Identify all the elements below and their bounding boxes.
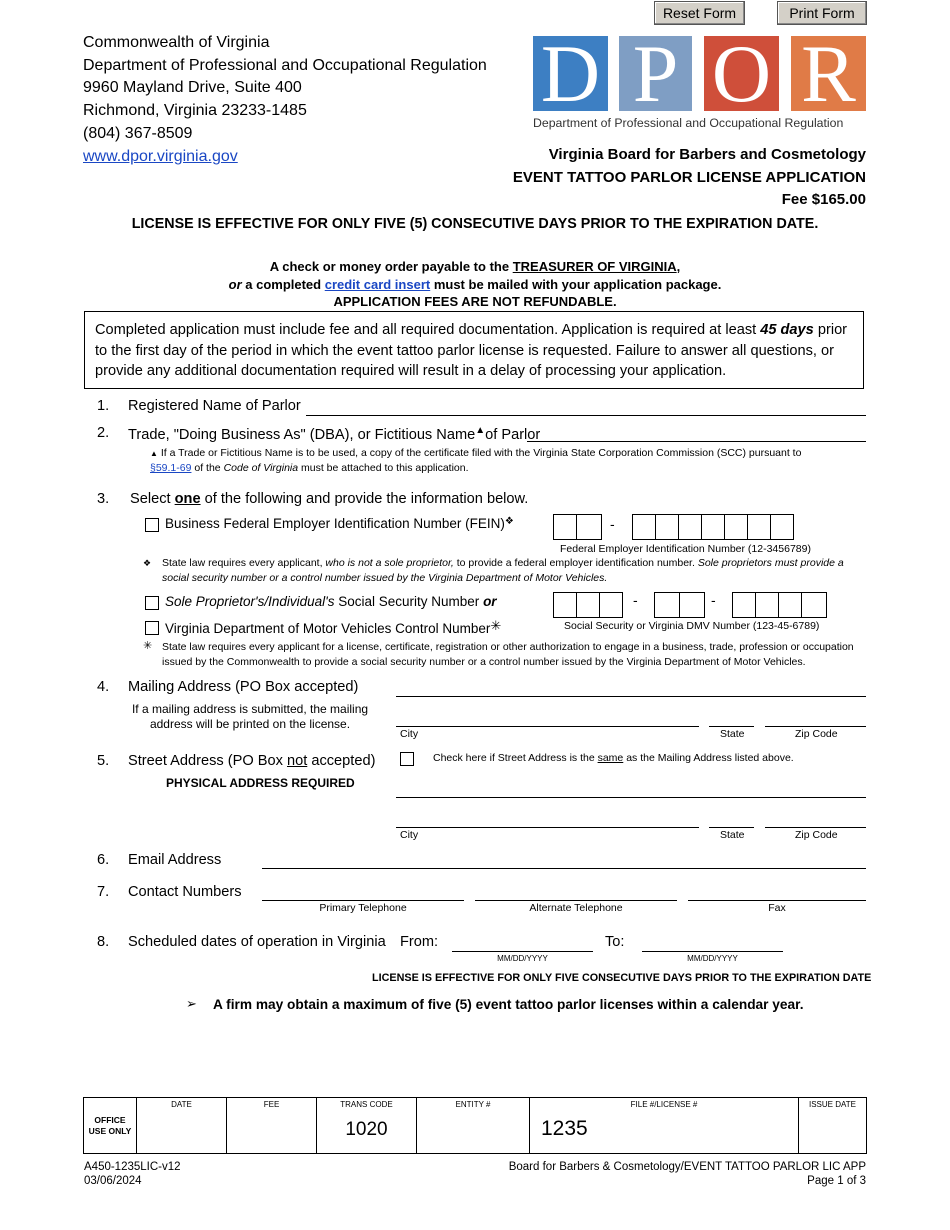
to-label: To: bbox=[605, 934, 625, 950]
diamond-icon: ❖ bbox=[504, 516, 514, 527]
q4-label: Mailing Address (PO Box accepted) bbox=[128, 679, 359, 695]
office-entity-label: ENTITY # bbox=[455, 1100, 491, 1109]
to-date-format: MM/DD/YYYY bbox=[687, 954, 738, 963]
footer-form-name: Board for Barbers & Cosmetology/EVENT TATTOO PARLOR LIC APP bbox=[508, 1161, 866, 1173]
mailing-state-caption: State bbox=[720, 728, 745, 740]
alternate-phone-caption: Alternate Telephone bbox=[529, 902, 623, 914]
triangle-icon: ▲ bbox=[475, 425, 486, 436]
q7-number: 7. bbox=[97, 884, 110, 900]
payment-line1: A check or money order payable to the bbox=[269, 259, 513, 274]
mailing-city-field[interactable] bbox=[396, 726, 699, 727]
credit-card-insert-link[interactable]: credit card insert bbox=[324, 276, 431, 292]
office-fee-cell bbox=[227, 1098, 317, 1154]
dmv-label bbox=[165, 618, 501, 636]
q4-note: If a mailing address is submitted, the mailing address will be printed on the license. bbox=[131, 702, 369, 731]
q6-number: 6. bbox=[97, 852, 110, 868]
q3-number: 3. bbox=[97, 491, 110, 507]
q3-label-a: Select bbox=[130, 491, 175, 507]
q2-label-a: Trade, "Doing Business As" (DBA), or Fictitious Name bbox=[128, 427, 476, 443]
ssn-caption: Social Security or Virginia DMV Number (123-45-6789) bbox=[564, 620, 820, 632]
street-address-field[interactable] bbox=[396, 797, 866, 798]
fee-amount: Fee $165.00 bbox=[781, 191, 866, 208]
office-fee-label: FEE bbox=[263, 1100, 280, 1109]
fein-note-d: Sole proprietors must provide a social security number or a control number issued by the Virginia Department of Motor Vehicles. bbox=[162, 557, 844, 584]
ssn-dash-2: - bbox=[711, 592, 716, 608]
same-address-a: Check here if Street Address is the bbox=[433, 752, 598, 764]
fein-label bbox=[165, 516, 514, 531]
q3-label-b: of the following and provide the information below. bbox=[200, 491, 529, 507]
street-zip-field[interactable] bbox=[765, 827, 866, 828]
q2-number: 2. bbox=[97, 425, 110, 441]
q4-number: 4. bbox=[97, 679, 110, 695]
q2-label-b: of Parlor bbox=[485, 427, 541, 443]
code-section-link[interactable]: §59.1-69 bbox=[150, 462, 192, 474]
agency-line1: Commonwealth of Virginia bbox=[83, 34, 270, 51]
same-address-label bbox=[433, 752, 794, 764]
fein-label-text: Business Federal Employer Identification Number (FEIN) bbox=[165, 516, 505, 531]
mailing-zip-caption: Zip Code bbox=[795, 728, 838, 740]
q5-number: 5. bbox=[97, 753, 110, 769]
street-city-caption: City bbox=[400, 829, 419, 841]
office-issue-cell bbox=[799, 1098, 867, 1154]
same-address-checkbox[interactable] bbox=[400, 752, 414, 766]
q8-label: Scheduled dates of operation in Virginia bbox=[128, 934, 386, 950]
q8-number: 8. bbox=[97, 934, 110, 950]
office-issue-label: ISSUE DATE bbox=[809, 1100, 856, 1109]
ssn-label bbox=[165, 594, 497, 609]
asterisk-icon: ✳ bbox=[490, 618, 502, 633]
fein-dash: - bbox=[610, 516, 615, 532]
q3-label bbox=[130, 491, 528, 507]
fein-note bbox=[143, 556, 866, 586]
fax-caption: Fax bbox=[768, 902, 786, 914]
fax-field[interactable] bbox=[688, 900, 866, 901]
mailing-street-field[interactable] bbox=[396, 696, 866, 697]
ssn-label-or: or bbox=[483, 594, 497, 609]
mailing-city-caption: City bbox=[400, 728, 419, 740]
ssn-label-a: Sole Proprietor's/Individual's bbox=[165, 594, 335, 609]
trade-name-field[interactable] bbox=[527, 441, 866, 442]
office-file-cell bbox=[530, 1098, 799, 1154]
from-date-format: MM/DD/YYYY bbox=[497, 954, 548, 963]
payment-or: or bbox=[228, 276, 242, 292]
footer-left bbox=[84, 1161, 181, 1188]
logo-letter-p: P bbox=[619, 36, 692, 111]
q5-label-b: accepted) bbox=[307, 753, 376, 769]
page-number: Page 1 of 3 bbox=[807, 1174, 866, 1187]
triangle-note-icon: ▲ bbox=[150, 449, 158, 458]
q5-label bbox=[128, 753, 375, 769]
q1-label: Registered Name of Parlor bbox=[128, 398, 301, 414]
agency-line4: Richmond, Virginia 23233-1485 bbox=[83, 102, 307, 120]
from-label: From: bbox=[400, 934, 439, 950]
dmv-label-text: Virginia Department of Motor Vehicles Control Number bbox=[165, 621, 491, 636]
notice-45-days: 45 days bbox=[760, 322, 814, 338]
file-license-value: 1235 bbox=[541, 1117, 588, 1140]
office-trans-cell bbox=[317, 1098, 417, 1154]
ssn-dmv-input[interactable] bbox=[553, 592, 833, 618]
agency-address bbox=[83, 32, 487, 168]
q2-note-code: Code of Virginia bbox=[223, 462, 299, 474]
q7-label: Contact Numbers bbox=[128, 884, 242, 900]
street-zip-caption: Zip Code bbox=[795, 829, 838, 841]
fees-not-refundable: APPLICATION FEES ARE NOT REFUNDABLE. bbox=[333, 294, 617, 309]
logo-letter-d: D bbox=[533, 36, 608, 111]
primary-phone-field[interactable] bbox=[262, 900, 464, 901]
q5-label-a: Street Address (PO Box bbox=[128, 753, 287, 769]
fein-checkbox[interactable] bbox=[145, 518, 159, 532]
office-use-table bbox=[83, 1097, 867, 1154]
effective-notice: LICENSE IS EFFECTIVE FOR ONLY FIVE (5) CONSECUTIVE DAYS PRIOR TO THE EXPIRATION DATE. bbox=[131, 216, 819, 232]
fein-note-c: to provide a federal employer identification number. bbox=[453, 557, 698, 569]
same-address-b: same bbox=[597, 752, 624, 764]
form-title: EVENT TATTOO PARLOR LICENSE APPLICATION bbox=[512, 169, 866, 186]
office-entity-cell bbox=[417, 1098, 530, 1154]
q2-note-a: If a Trade or Fictitious Name is to be used, a copy of the certificate filed with the Virginia State Corporation Commission (SCC) pursuant to bbox=[160, 447, 802, 459]
trans-code-value: 1020 bbox=[345, 1119, 388, 1140]
payment-line2a: a completed bbox=[241, 276, 325, 292]
logo-caption: Department of Professional and Occupational Regulation bbox=[533, 116, 844, 130]
fein-note-b: who is not a sole proprietor, bbox=[325, 557, 454, 569]
office-file-label: FILE #/LICENSE # bbox=[630, 1100, 698, 1109]
requirements-notice bbox=[84, 311, 864, 389]
notice-text-b: prior to the first day of the period in which the event tattoo parlor license is requested. Failure to answer all questions, or provide any additional documentation required will result in a delay of processing your application. bbox=[95, 322, 848, 379]
parlor-name-field[interactable] bbox=[306, 415, 866, 416]
agency-line3: 9960 Mayland Drive, Suite 400 bbox=[83, 79, 302, 97]
fein-note-a: State law requires every applicant, bbox=[162, 557, 326, 569]
logo-letter-o: O bbox=[704, 36, 779, 111]
ssn-checkbox[interactable] bbox=[145, 596, 159, 610]
notice-text-a: Completed application must include fee and all required documentation. Application is required at least bbox=[95, 322, 761, 338]
q1-number: 1. bbox=[97, 398, 110, 414]
q8-effective-note: LICENSE IS EFFECTIVE FOR ONLY FIVE CONSECUTIVE DAYS PRIOR TO THE EXPIRATION DATE bbox=[372, 972, 872, 984]
office-date-label: DATE bbox=[171, 1100, 192, 1109]
from-date-field[interactable] bbox=[452, 951, 593, 952]
max-licenses-note: A firm may obtain a maximum of five (5) event tattoo parlor licenses within a calendar year. bbox=[213, 997, 804, 1012]
mailing-zip-field[interactable] bbox=[765, 726, 866, 727]
q3-label-one: one bbox=[174, 491, 201, 507]
asterisk-note-icon: ✳ bbox=[143, 640, 153, 652]
payment-comma: , bbox=[676, 259, 681, 274]
agency-phone: (804) 367-8509 bbox=[83, 124, 193, 142]
office-trans-label: TRANS CODE bbox=[340, 1100, 393, 1109]
primary-phone-caption: Primary Telephone bbox=[319, 902, 407, 914]
ssn-label-b: Social Security Number bbox=[334, 594, 484, 609]
form-id: A450-1235LIC-v12 bbox=[84, 1161, 181, 1173]
q5-label-not: not bbox=[286, 753, 308, 769]
board-name: Virginia Board for Barbers and Cosmetology bbox=[548, 146, 866, 163]
agency-website-link[interactable]: www.dpor.virginia.gov bbox=[83, 147, 238, 165]
footer-right bbox=[509, 1161, 866, 1188]
same-address-c: as the Mailing Address listed above. bbox=[623, 752, 794, 764]
physical-address-required: PHYSICAL ADDRESS REQUIRED bbox=[166, 776, 355, 790]
ssn-note-text: State law requires every applicant for a license, certificate, registration or other authorization to engage in a business, trade, profession or occupation issued by the Commonwealth to provide a social security number or a control number issued by the Virginia Department of Motor Vehicles. bbox=[162, 641, 854, 668]
alternate-phone-field[interactable] bbox=[475, 900, 677, 901]
q2-note bbox=[150, 446, 866, 476]
mailing-state-field[interactable] bbox=[709, 726, 754, 727]
email-field[interactable] bbox=[262, 868, 866, 869]
q2-note-c: must be attached to this application. bbox=[298, 462, 469, 474]
reset-form-button[interactable]: Reset Form bbox=[654, 1, 745, 25]
q2-label bbox=[128, 425, 540, 443]
street-city-field[interactable] bbox=[396, 827, 699, 828]
street-state-field[interactable] bbox=[709, 827, 754, 828]
agency-line2: Department of Professional and Occupational Regulation bbox=[83, 56, 487, 74]
logo-letter-r: R bbox=[791, 36, 866, 111]
q2-note-b: of the bbox=[191, 462, 224, 474]
to-date-field[interactable] bbox=[642, 951, 783, 952]
ssn-note bbox=[143, 640, 866, 670]
form-date: 03/06/2024 bbox=[84, 1174, 142, 1187]
payment-instructions bbox=[0, 258, 950, 311]
print-form-button[interactable]: Print Form bbox=[777, 1, 867, 25]
payment-line2b: must be mailed with your application package. bbox=[430, 276, 722, 292]
ssn-dash-1: - bbox=[633, 592, 638, 608]
dmv-checkbox[interactable] bbox=[145, 621, 159, 635]
office-use-only: OFFICE USE ONLY bbox=[84, 1098, 137, 1154]
street-state-caption: State bbox=[720, 829, 745, 841]
treasurer-text: TREASURER OF VIRGINIA bbox=[512, 259, 677, 274]
q6-label: Email Address bbox=[128, 852, 222, 868]
diamond-note-icon: ❖ bbox=[143, 558, 152, 568]
fein-input[interactable] bbox=[553, 514, 795, 540]
arrow-bullet-icon: ➢ bbox=[186, 996, 197, 1011]
dpor-logo bbox=[533, 36, 866, 136]
fein-caption: Federal Employer Identification Number (12-3456789) bbox=[560, 543, 811, 555]
office-date-cell bbox=[137, 1098, 227, 1154]
